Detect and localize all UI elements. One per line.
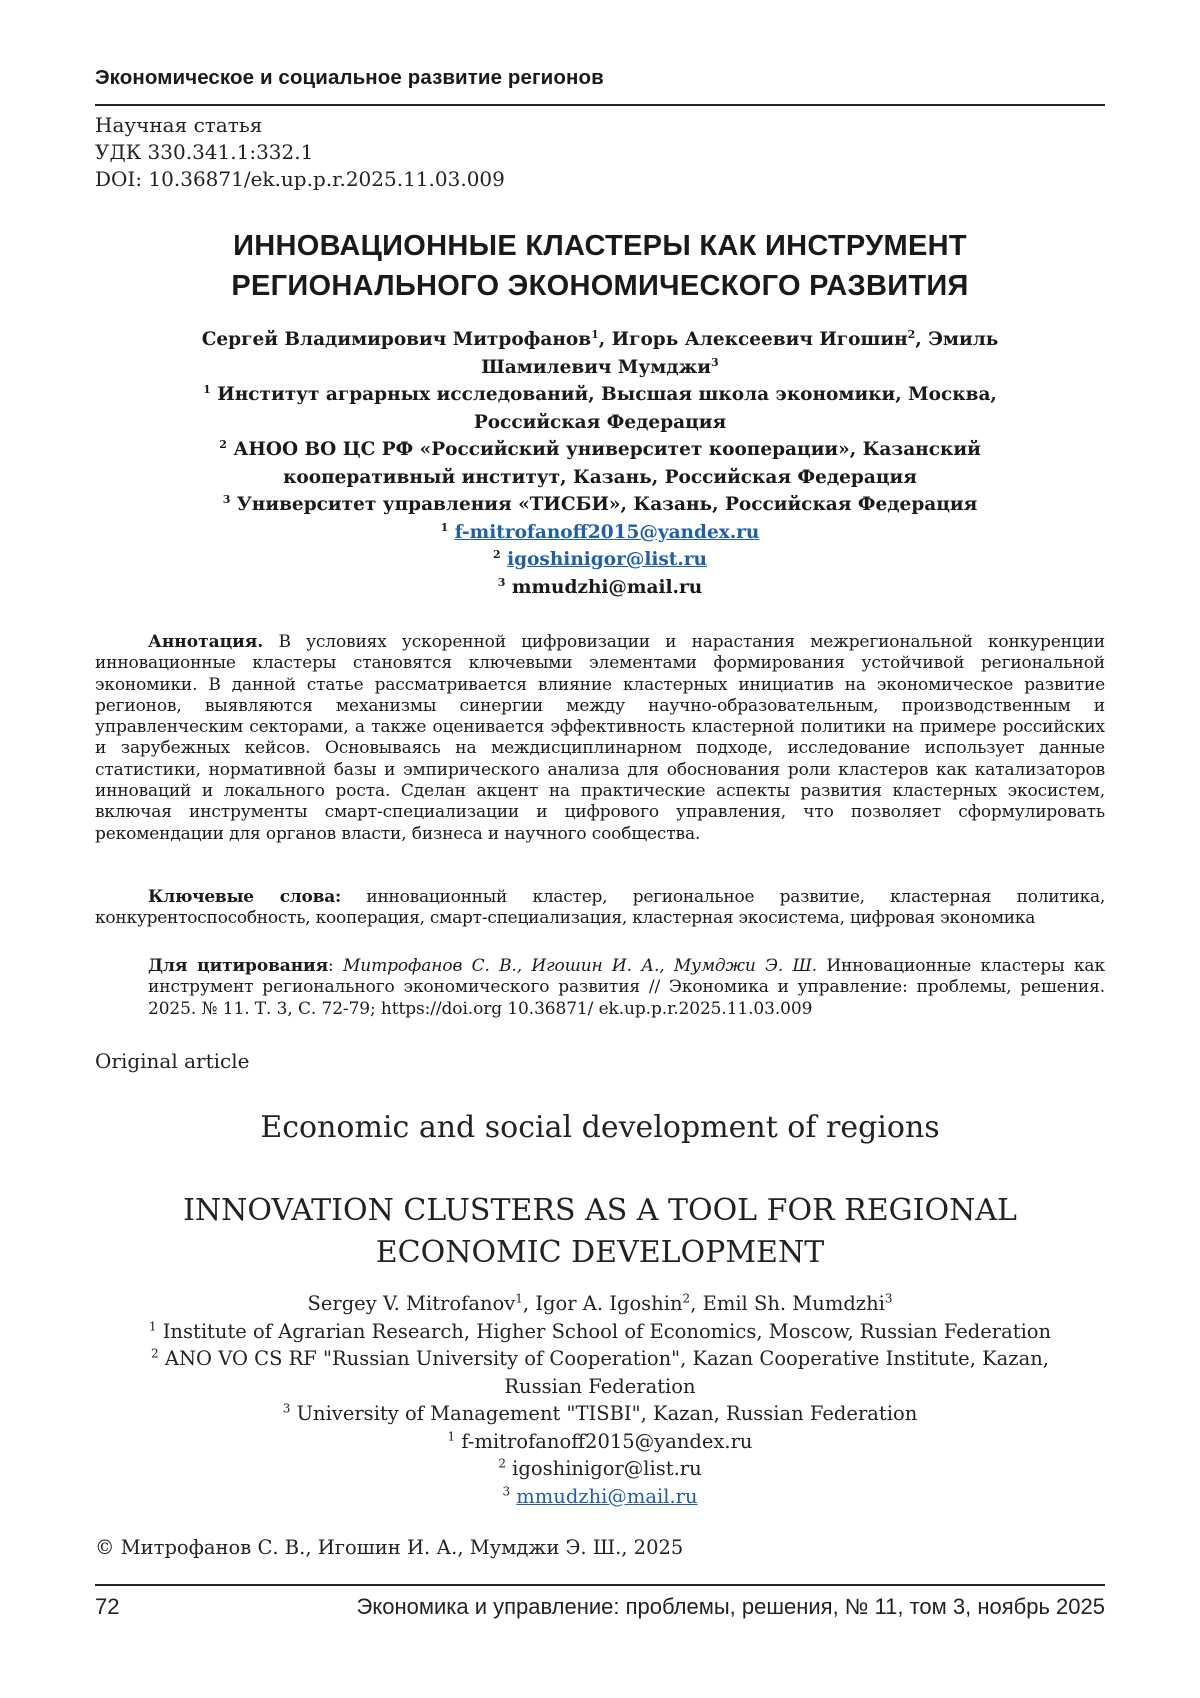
email-2: $^2$ igoshinigor@list.ru bbox=[493, 547, 707, 570]
header-rule bbox=[95, 104, 1105, 106]
running-head: Экономическое и социальное развитие регионов bbox=[95, 66, 604, 89]
citation-label: Для цитирования bbox=[148, 956, 329, 976]
authors-line: Сергей Владимирович Митрофанов$^1$, Игорь Алексеевич Игошин$^2$, Эмиль Шамилевич Мумджи$^3$ bbox=[201, 327, 999, 378]
email-3: $^3$ mmudzhi@mail.ru bbox=[497, 575, 703, 598]
doi: DOI: 10.36871/ek.up.p.r.2025.11.03.009 bbox=[95, 167, 505, 191]
author-2: Игорь Алексеевич Игошин bbox=[611, 329, 908, 350]
footer-rule bbox=[95, 1584, 1105, 1586]
affiliation-3: $^3$ Университет управления «ТИСБИ», Казань, Российская Федерация bbox=[222, 492, 978, 515]
authors-en bbox=[95, 1290, 1105, 1510]
email-en-3: $^3$ mmudzhi@mail.ru bbox=[502, 1484, 698, 1508]
title-ru-line1: ИННОВАЦИОННЫЕ КЛАСТЕРЫ КАК ИНСТРУМЕНТ bbox=[233, 230, 967, 262]
keywords bbox=[95, 887, 1105, 930]
keywords-text: инновационный кластер, региональное развитие, кластерная политика, конкурентоспособность, кооперация, смарт-специализация, кластерная экосистема, цифровая экономика bbox=[95, 887, 1106, 929]
title-ru bbox=[95, 226, 1105, 306]
title-ru-line2: РЕГИОНАЛЬНОГО ЭКОНОМИЧЕСКОГО РАЗВИТИЯ bbox=[231, 270, 969, 302]
affiliation-1: $^1$ Институт аграрных исследований, Высшая школа экономики, Москва, Российская Федерация bbox=[203, 382, 997, 433]
affiliation-en-3: $^3$ University of Management "TISBI", Kazan, Russian Federation bbox=[282, 1401, 918, 1425]
authors-en-line: Sergey V. Mitrofanov$^1$, Igor A. Igoshin$^2$, Emil Sh. Mumdzhi$^3$ bbox=[307, 1291, 893, 1315]
affiliation-en-1: $^1$ Institute of Agrarian Research, Higher School of Economics, Moscow, Russian Federation bbox=[148, 1319, 1052, 1343]
affiliation-2: $^2$ АНОО ВО ЦС РФ «Российский университет кооперации», Казанский кооперативный институт, Казань, Российская Федерация bbox=[219, 437, 981, 488]
affiliation-en-2: $^2$ ANO VO CS RF "Russian University of Cooperation", Kazan Cooperative Institute, Kazan, bbox=[151, 1346, 1049, 1370]
journal-info: Экономика и управление: проблемы, решения, № 11, том 3, ноябрь 2025 bbox=[356, 1594, 1105, 1619]
article-meta bbox=[95, 112, 505, 193]
keywords-label: Ключевые слова: bbox=[148, 887, 341, 907]
title-en bbox=[95, 1190, 1105, 1274]
affiliation-en-2b: Russian Federation bbox=[504, 1374, 696, 1398]
authors-ru bbox=[150, 326, 1050, 601]
udk: УДК 330.341.1:332.1 bbox=[95, 140, 314, 164]
citation-authors: Митрофанов С. В., Игошин И. А., Мумджи Э. Ш. bbox=[342, 956, 818, 976]
email-3-text: mmudzhi@mail.ru bbox=[511, 576, 703, 598]
email-en-2: $^2$ igoshinigor@list.ru bbox=[498, 1456, 702, 1480]
abstract bbox=[95, 632, 1105, 845]
abstract-label: Аннотация. bbox=[148, 632, 264, 652]
title-en-line1: INNOVATION CLUSTERS AS A TOOL FOR REGIONAL bbox=[183, 1193, 1017, 1228]
email-2-link[interactable]: igoshinigor@list.ru bbox=[507, 549, 707, 570]
copyright: © Митрофанов С. В., Игошин И. А., Мумджи Э. Ш., 2025 bbox=[95, 1536, 684, 1559]
abstract-text: В условиях ускоренной цифровизации и нарастания межрегиональной конкуренции инновационные кластеры становятся ключевыми элементами формирования устойчивой региональной экономики. В данной статье рассматривается влияние кластерных инициатив на экономическое развитие регионов, выявляются механизмы синергии между научно-образовательным, производственным и управленческим секторами, а также оценивается эффективность кластерной политики на примере российских и зарубежных кейсов. Основываясь на междисциплинарном подходе, исследование использует данные статистики, нормативной базы и эмпирического анализа для обоснования роли кластеров как катализаторов инноваций и локального роста. Сделан акцент на практические аспекты развития кластерных экосистем, включая инструменты смарт-специализации и цифрового управления, что позволяет сформулировать рекомендации для органов власти, бизнеса и научного сообщества. bbox=[95, 632, 1105, 844]
email-1: $^1$ f-mitrofanoff2015@yandex.ru bbox=[440, 520, 760, 543]
email-1-link[interactable]: f-mitrofanoff2015@yandex.ru bbox=[454, 521, 760, 543]
title-en-line2: ECONOMIC DEVELOPMENT bbox=[375, 1235, 825, 1270]
email-en-3-link[interactable]: mmudzhi@mail.ru bbox=[516, 1484, 698, 1508]
article-type: Научная статья bbox=[95, 113, 263, 137]
author-3: Эмиль Шамилевич Мумджи bbox=[481, 329, 999, 378]
page-number: 72 bbox=[95, 1594, 120, 1619]
section-title-en: Economic and social development of regions bbox=[260, 1110, 940, 1145]
citation-text: Инновационные кластеры как инструмент регионального экономического развития // Экономика и управление: проблемы, решения. 2025. № 11. Т. 3, С. 72-79; https://doi.org 10.36871/ ek.up.p.r.2025.11.03.009 bbox=[148, 956, 1105, 1019]
citation: Для цитирования: Митрофанов С. В., Игошин И. А., Мумджи Э. Ш. Инновационные кластеры как инструмент регионального экономического развития // Экономика и управление: проблемы, решения. 2025. № 11. Т. 3, С. 72-79; https://doi.org 10.36871/ ek.up.p.r.2025.11.03.009 bbox=[148, 956, 1105, 1019]
author-1: Сергей Владимирович Митрофанов bbox=[201, 329, 592, 350]
email-en-1: $^1$ f-mitrofanoff2015@yandex.ru bbox=[447, 1429, 753, 1453]
original-article-label: Original article bbox=[95, 1049, 250, 1073]
